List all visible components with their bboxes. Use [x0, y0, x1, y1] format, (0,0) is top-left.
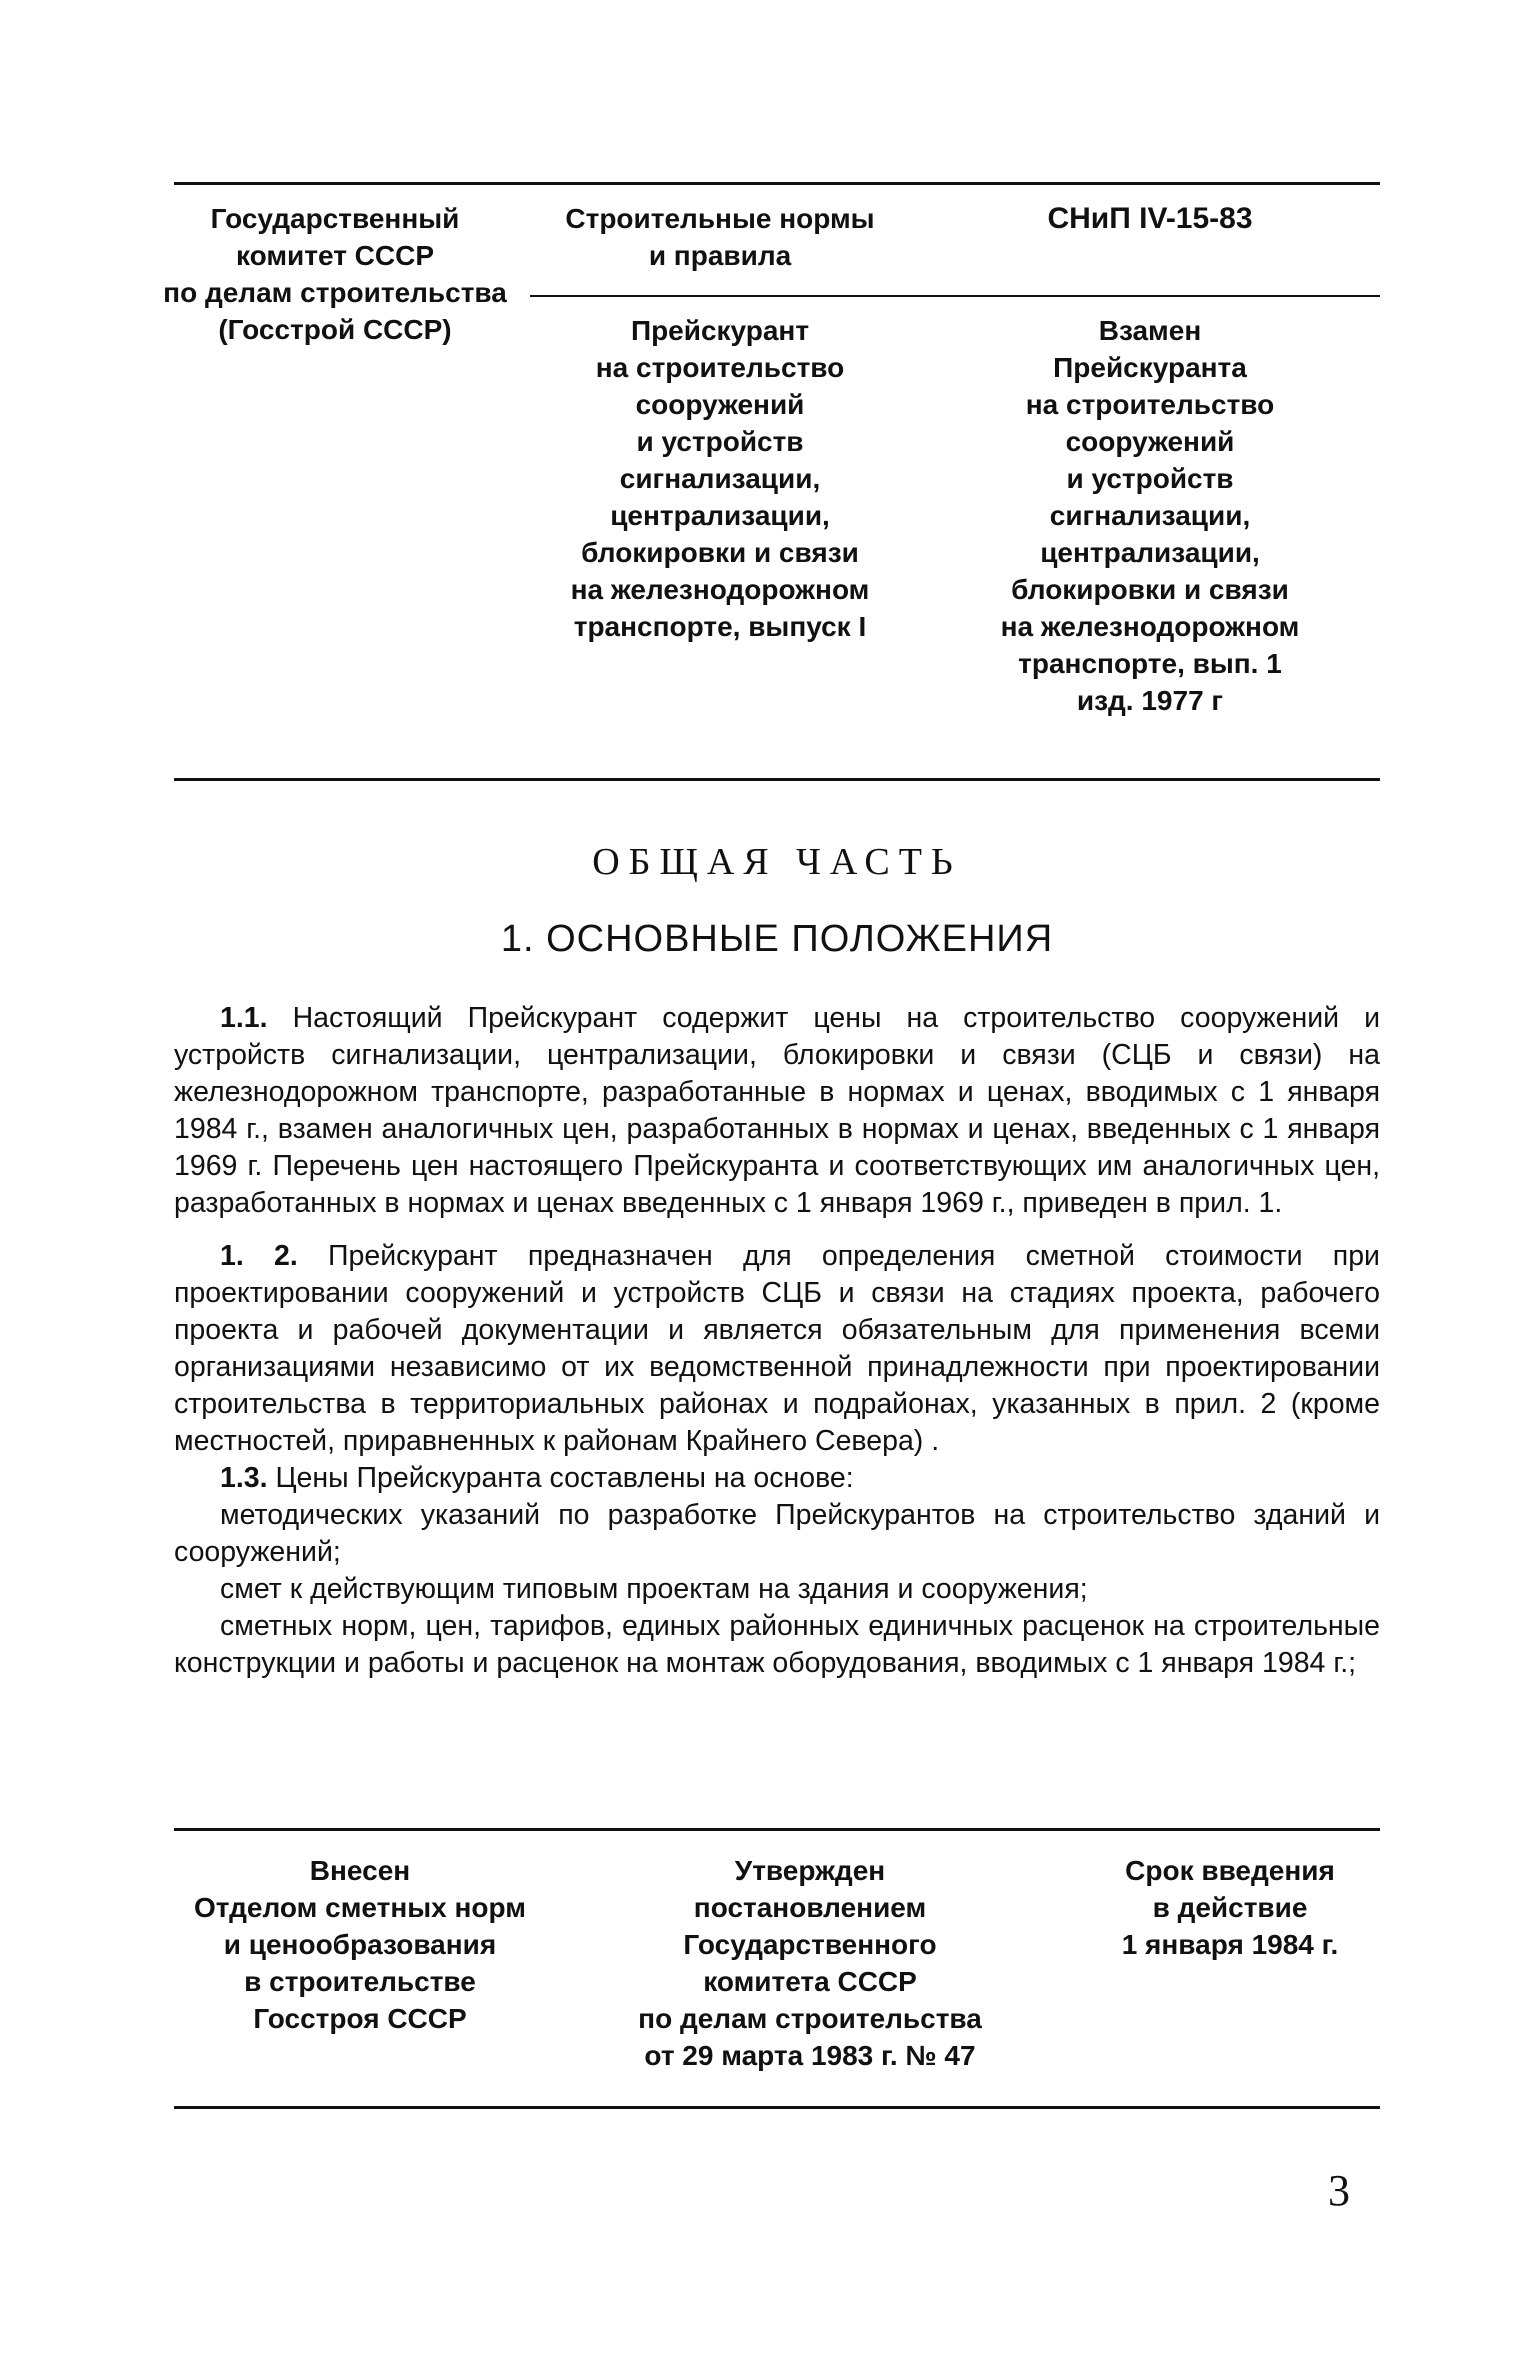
paragraph-1-1 — [174, 1000, 1380, 1222]
paragraph-text: сметных норм, цен, тарифов, единых районных единичных расценок на строительные конструкции и работы и расценок на монтаж оборудования, вводимых с 1 января 1984 г.; — [174, 1610, 1380, 1679]
footer-top-rule — [174, 1828, 1380, 1831]
effective-date-block: Срок введения в действие 1 января 1984 г. — [1121, 1855, 1339, 1960]
section-subtitle: 1. ОСНОВНЫЕ ПОЛОЖЕНИЯ — [500, 918, 1054, 960]
header-middle-rule — [530, 295, 1380, 297]
paragraph-1-3 — [174, 1460, 1380, 1497]
paragraph-text: смет к действующим типовым проектам на здания и сооружения; — [220, 1573, 1088, 1605]
replaces-block: Взамен Прейскуранта на строительство сооружений и устройств сигнализации, централизации, блокировки и связи на железнодорожном транспорте, вып. 1 изд. 1977 г — [1000, 315, 1300, 716]
paragraph-text: Цены Прейскуранта составлены на основе: — [267, 1462, 854, 1494]
body-text — [174, 1000, 1380, 1682]
paragraph-number: 1.1. — [220, 1002, 268, 1034]
paragraph-list-item — [174, 1497, 1380, 1571]
footer-bottom-rule — [174, 2106, 1380, 2109]
top-rule — [174, 182, 1380, 185]
section-title: ОБЩАЯ ЧАСТЬ — [592, 841, 962, 883]
approved-by-block: Утвержден постановлением Государственного комитета СССР по делам строительства от 29 марта 1983 г. № 47 — [638, 1855, 982, 2071]
doc-type-block: Строительные нормы и правила — [565, 203, 875, 271]
paragraph-list-item — [174, 1571, 1380, 1608]
paragraph-text: методических указаний по разработке Прейскурантов на строительство зданий и сооружений; — [174, 1499, 1380, 1568]
page-number: 3 — [1328, 2166, 1350, 2215]
paragraph-text: Настоящий Прейскурант содержит цены на строительство сооружений и устройств сигнализации, централизации, блокировки и связи (СЦБ и связи) на железнодорожном транспорте, разработанные в нормах и ценах, вводимых с 1 января 1984 г., взамен аналогичных цен, разработанных в нормах и ценах, введенных с 1 января 1969 г. Перечень цен настоящего Прейскуранта и соответствующих им аналогичных цен, разработанных в нормах и ценах введенных с 1 января 1969 г., приведен в прил. 1. — [174, 1002, 1380, 1219]
submitted-by-block: Внесен Отделом сметных норм и ценообразования в строительстве Госстроя СССР — [194, 1855, 526, 2034]
paragraph-list-item — [174, 1608, 1380, 1682]
paragraph-text: Прейскурант предназначен для определения сметной стоимости при проектировании сооружений и устройств СЦБ и связи на стадиях проекта, рабочего проекта и рабочей документации и является обязательным для применения всеми организациями независимо от их ведомственной принадлежности при проектировании строительства в территориальных районах и подрайонах, указанных в прил. 2 (кроме местностей, приравненных к районам Крайнего Севера) . — [174, 1240, 1380, 1457]
paragraph-1-2 — [174, 1238, 1380, 1460]
header-bottom-rule — [174, 778, 1380, 781]
paragraph-number: 1.3. — [220, 1462, 268, 1494]
price-list-title: Прейскурант на строительство сооружений и устройств сигнализации, централизации, блокировки и связи на железнодорожном транспорте, выпуск I — [570, 315, 870, 642]
paragraph-number: 1. 2. — [220, 1240, 298, 1272]
issuer-block: Государственный комитет СССР по делам строительства (Госстрой СССР) — [163, 203, 507, 345]
doc-code: СНиП IV-15-83 — [1047, 202, 1253, 235]
